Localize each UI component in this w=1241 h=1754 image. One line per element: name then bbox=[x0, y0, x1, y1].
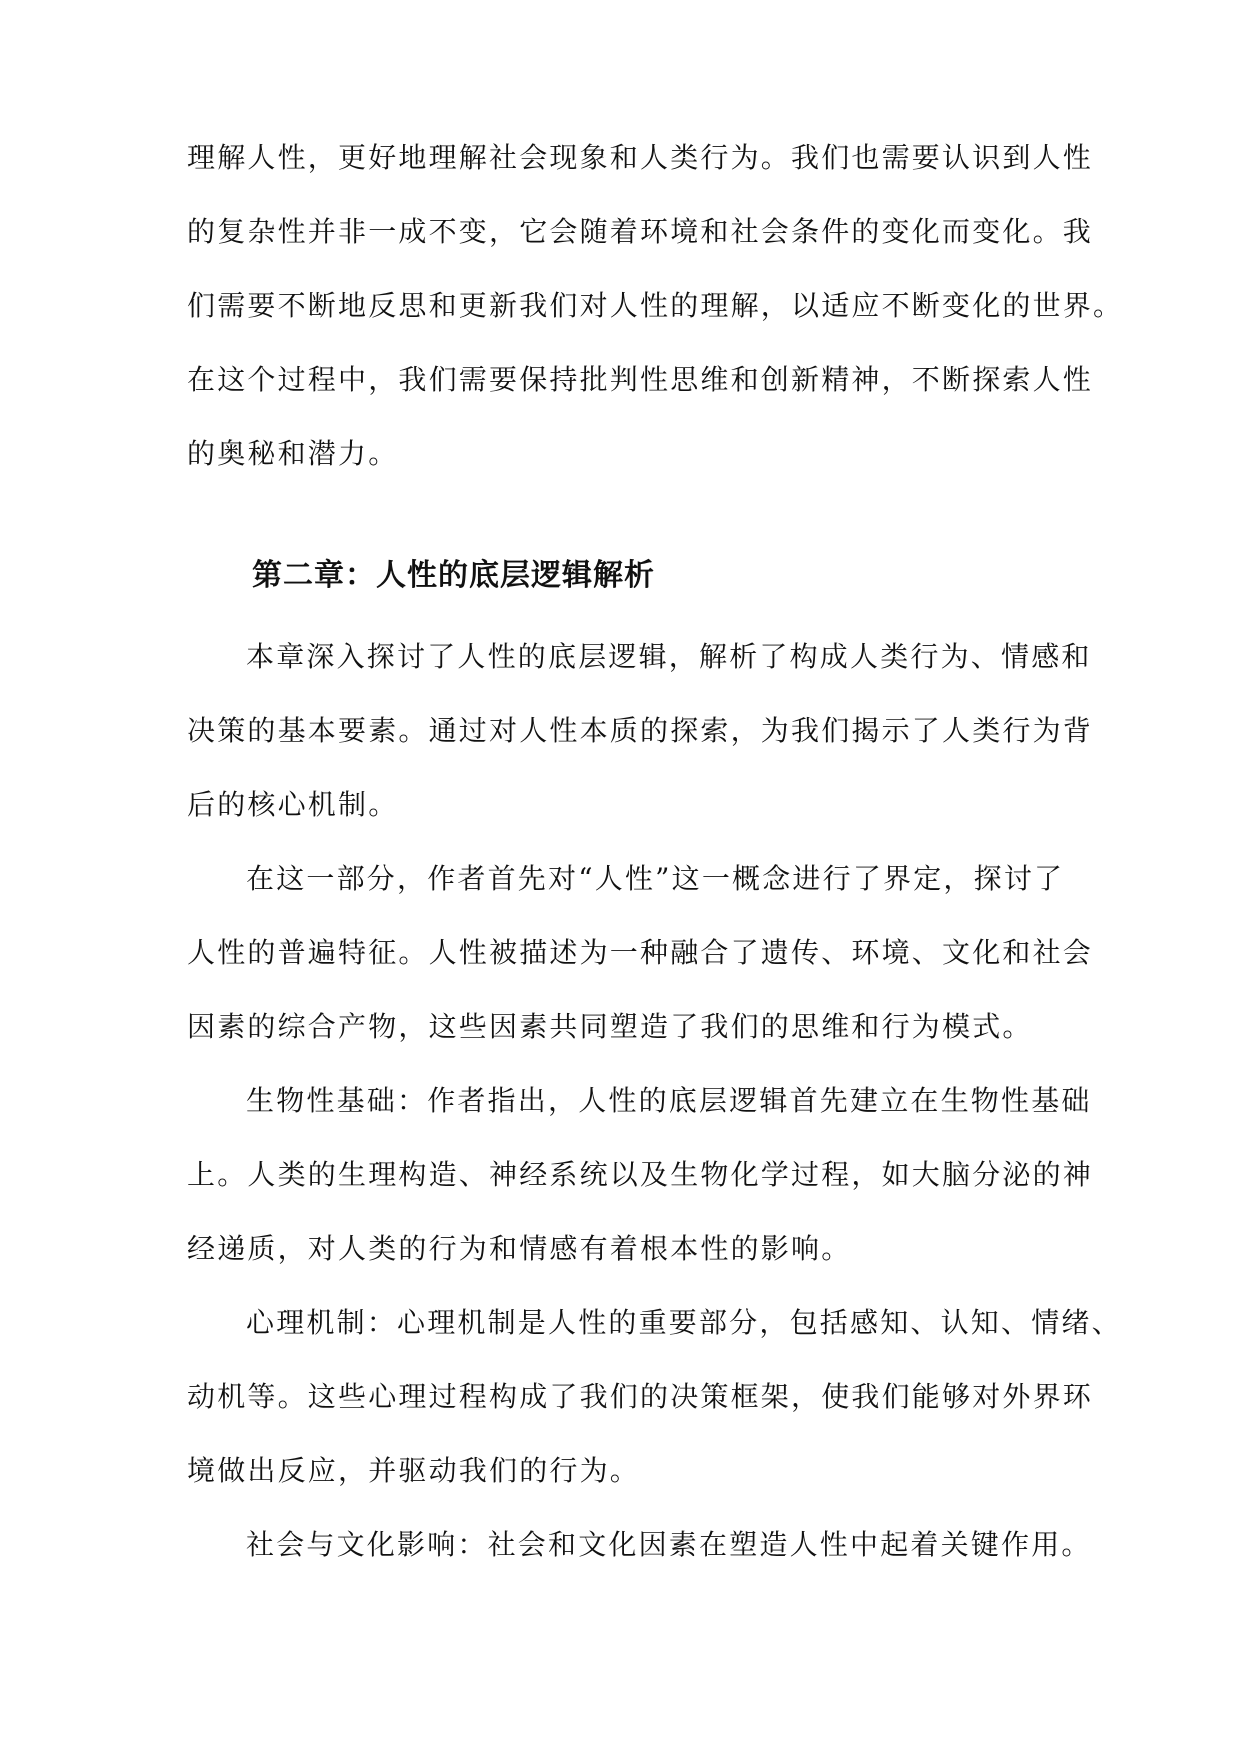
paragraph-line: 境做出反应，并驱动我们的行为。 bbox=[187, 1454, 641, 1487]
paragraph-line: 动机等。这些心理过程构成了我们的决策框架，使我们能够对外界环 bbox=[187, 1380, 1094, 1413]
paragraph-line: 生物性基础：作者指出，人性的底层逻辑首先建立在生物性基础 bbox=[246, 1084, 1092, 1117]
paragraph-line: 的奥秘和潜力。 bbox=[187, 437, 399, 470]
paragraph-line: 理解人性，更好地理解社会现象和人类行为。我们也需要认识到人性 bbox=[187, 141, 1094, 174]
paragraph-line: 社会与文化影响：社会和文化因素在塑造人性中起着关键作用。 bbox=[246, 1528, 1092, 1561]
paragraph-line: 决策的基本要素。通过对人性本质的探索，为我们揭示了人类行为背 bbox=[187, 714, 1094, 747]
paragraph-line: 的复杂性并非一成不变，它会随着环境和社会条件的变化而变化。我 bbox=[187, 215, 1094, 248]
paragraph-line: 在这个过程中，我们需要保持批判性思维和创新精神，不断探索人性 bbox=[187, 363, 1094, 396]
paragraph-line: 心理机制：心理机制是人性的重要部分，包括感知、认知、情绪、 bbox=[246, 1306, 1122, 1339]
chapter-heading: 第二章：人性的底层逻辑解析 bbox=[252, 558, 655, 593]
paragraph-line: 后的核心机制。 bbox=[187, 788, 399, 821]
paragraph-line: 们需要不断地反思和更新我们对人性的理解，以适应不断变化的世界。 bbox=[187, 289, 1124, 322]
paragraph-line: 本章深入探讨了人性的底层逻辑，解析了构成人类行为、情感和 bbox=[246, 640, 1092, 673]
paragraph-line: 经递质，对人类的行为和情感有着根本性的影响。 bbox=[187, 1232, 852, 1265]
paragraph-line: 在这一部分，作者首先对“人性”这一概念进行了界定，探讨了 bbox=[246, 862, 1065, 895]
paragraph-line: 上。人类的生理构造、神经系统以及生物化学过程，如大脑分泌的神 bbox=[187, 1158, 1094, 1191]
paragraph-line: 因素的综合产物，这些因素共同塑造了我们的思维和行为模式。 bbox=[187, 1010, 1033, 1043]
paragraph-line: 人性的普遍特征。人性被描述为一种融合了遗传、环境、文化和社会 bbox=[187, 936, 1094, 969]
